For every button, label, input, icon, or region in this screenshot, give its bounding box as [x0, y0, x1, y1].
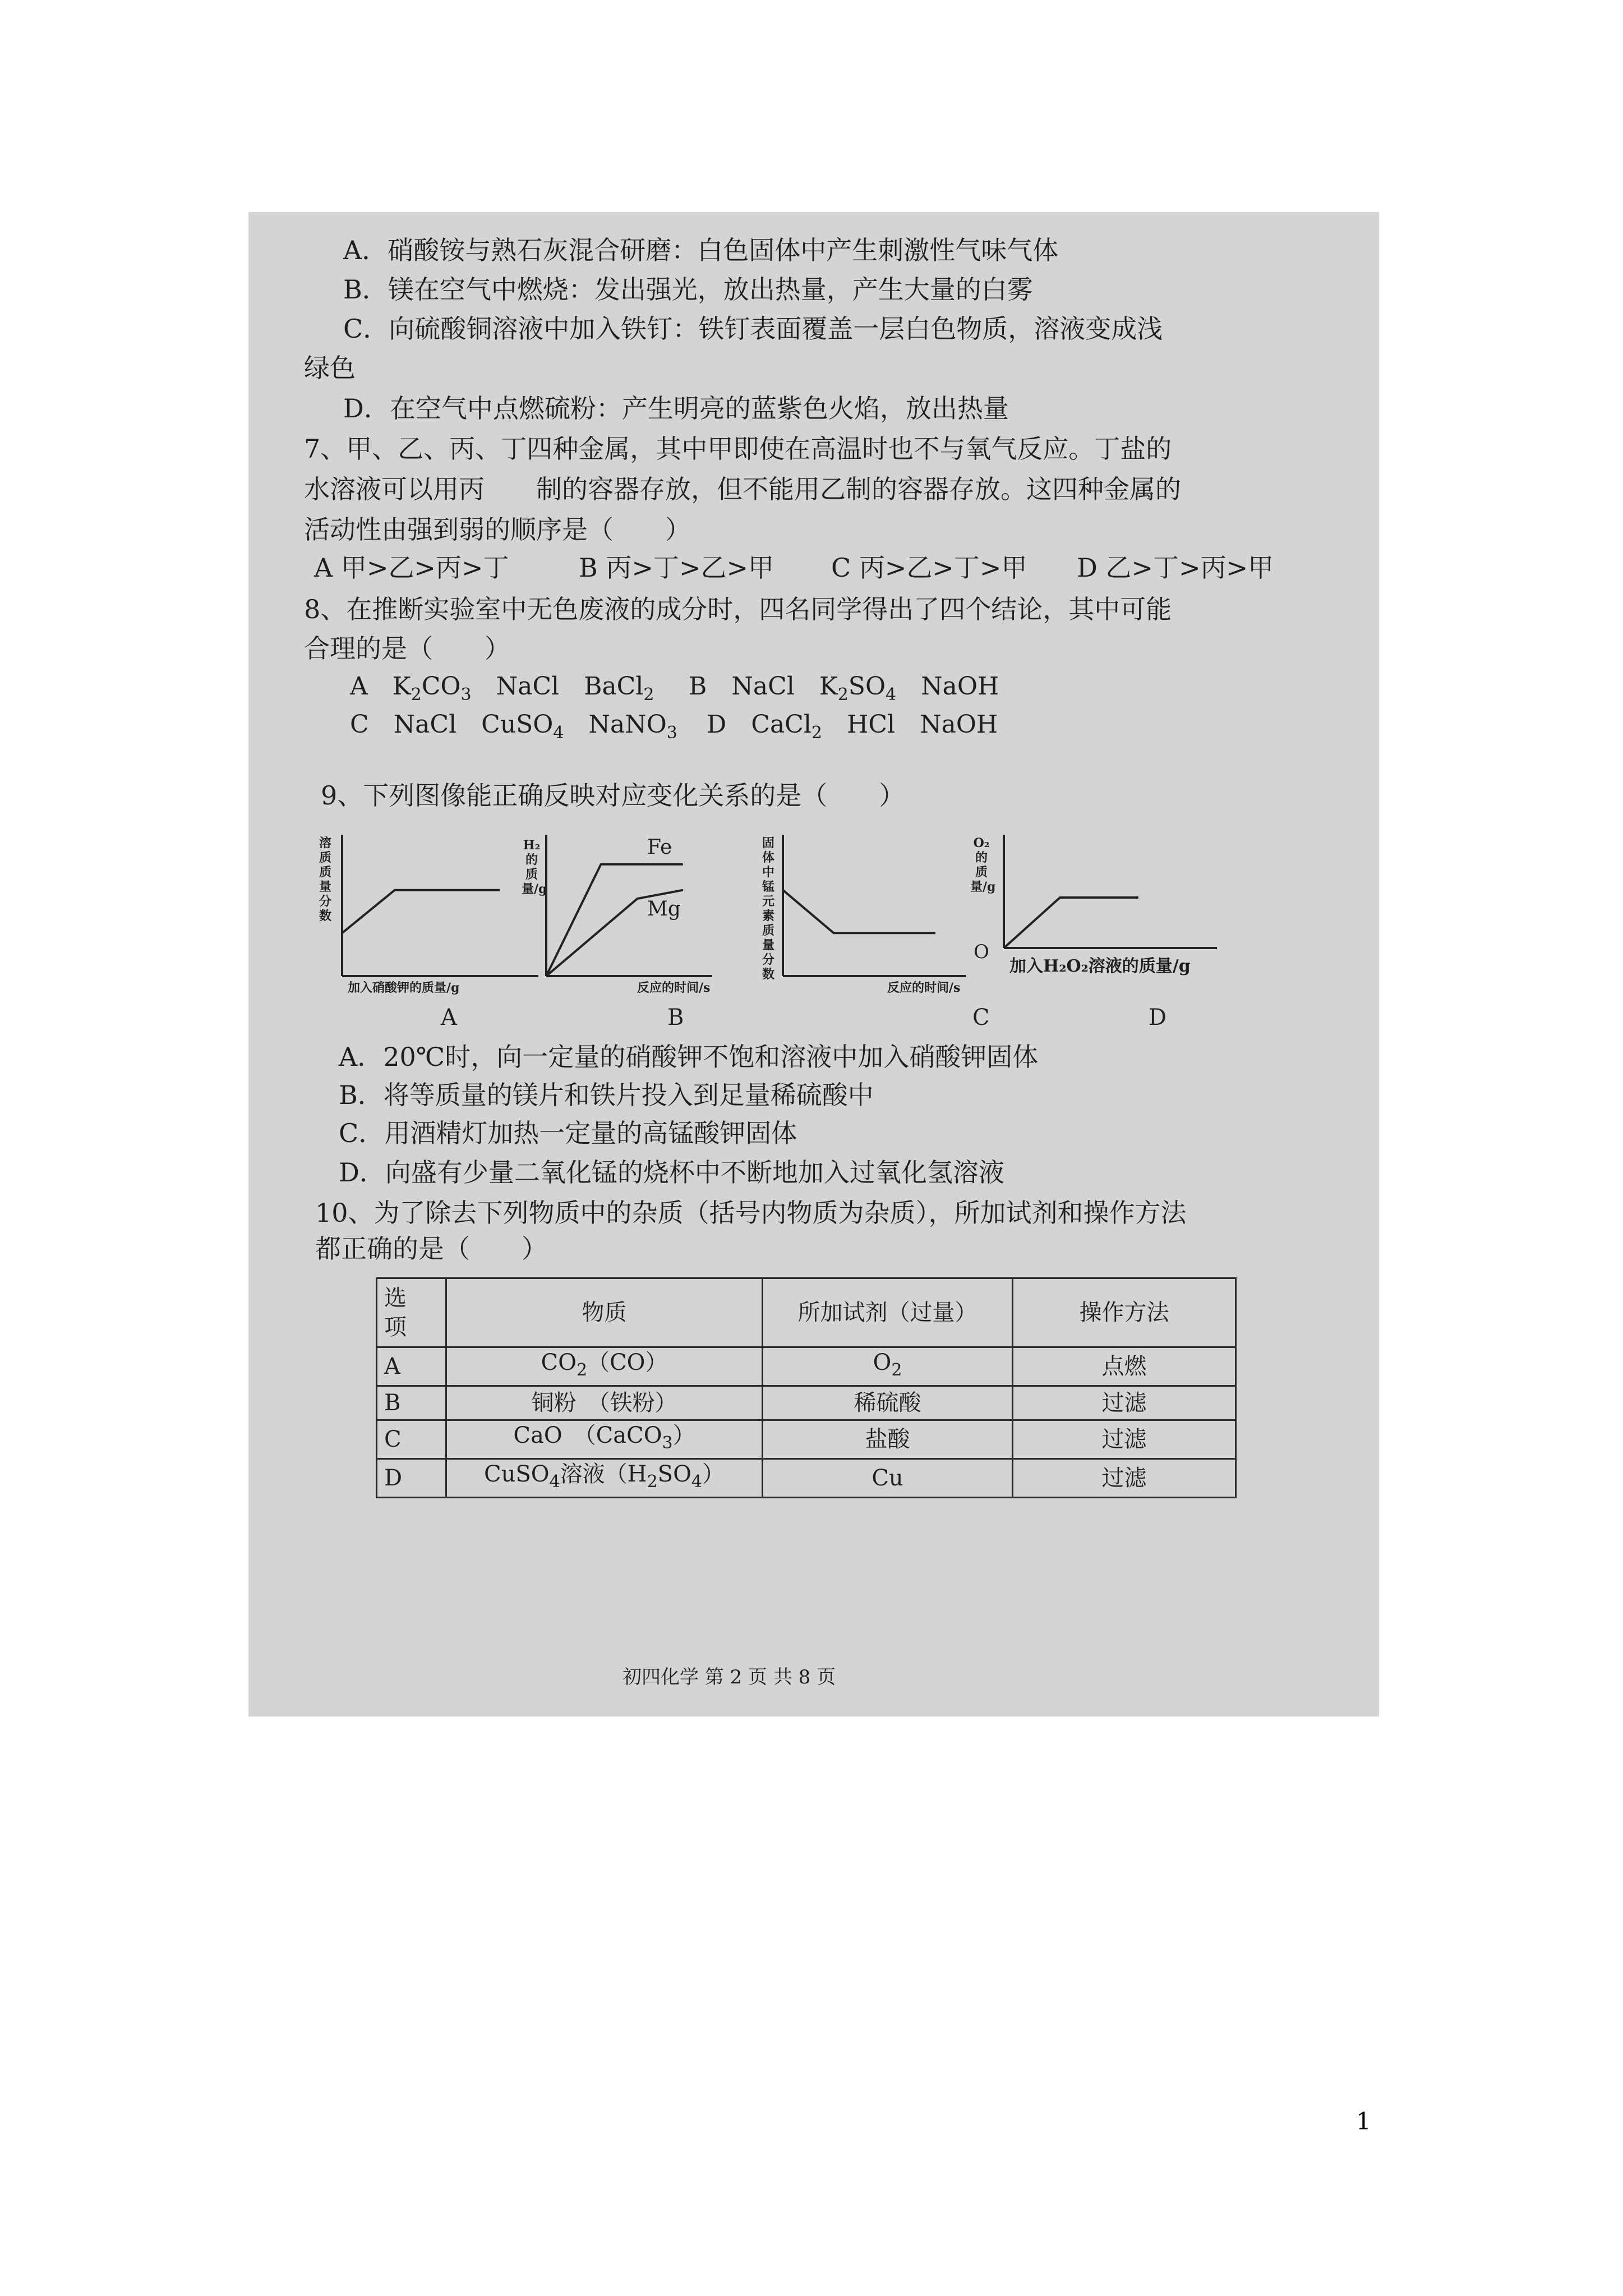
q7-stem-line-1: 7、甲、乙、丙、丁四种金属，其中甲即使在高温时也不与氧气反应。丁盐的	[304, 434, 1172, 464]
q10-stem-line-1: 10、为了除去下列物质中的杂质（括号内物质为杂质），所加试剂和操作方法	[315, 1198, 1187, 1228]
q9-graph-d	[970, 830, 1228, 999]
q9-stem: 9、下列图像能正确反映对应变化关系的是（ ）	[321, 780, 905, 811]
row-substance: 铜粉 （铁粉）	[446, 1386, 763, 1420]
q7-option-d: D 乙>丁>丙>甲	[1077, 553, 1274, 583]
row-option: A	[377, 1347, 446, 1386]
q9-option-c: C．用酒精灯加热一定量的高锰酸钾固体	[339, 1118, 797, 1148]
page-number: 1	[1356, 2108, 1371, 2135]
q6-option-c: C．向硫酸铜溶液中加入铁钉：铁钉表面覆盖一层白色物质，溶液变成浅	[343, 314, 1163, 344]
graph-d-line	[1004, 898, 1138, 948]
q8-stem-line-2: 合理的是（ ）	[304, 633, 510, 664]
q9-option-d: D．向盛有少量二氧化锰的烧杯中不断地加入过氧化氢溶液	[339, 1157, 1004, 1188]
q8-option-b: B NaCl $K_2SO_4$ NaOH	[689, 672, 999, 705]
graph-c-xlabel: 反应的时间/s	[887, 981, 961, 995]
q8-option-d: D CaCl$_2$ HCl NaOH	[707, 710, 998, 743]
table-header-row	[377, 1278, 1236, 1347]
row-method: 过滤	[1013, 1386, 1236, 1420]
row-substance: $CO_2(CO)$	[446, 1347, 763, 1386]
q9-graph-b	[522, 830, 757, 999]
q9-option-a: A．20℃时，向一定量的硝酸钾不饱和溶液中加入硝酸钾固体	[339, 1042, 1039, 1072]
graph-a-ylabel: 溶质质量分数	[319, 836, 331, 923]
row-substance: CuSO$_4$溶液$(H_2SO_4)$	[446, 1459, 763, 1498]
header-substance: 物质	[446, 1278, 763, 1347]
q6-option-d: D．在空气中点燃硫粉：产生明亮的蓝紫色火焰，放出热量	[343, 393, 1009, 424]
q9-graph-c	[758, 830, 994, 999]
q9-option-b: B．将等质量的镁片和铁片投入到足量稀硫酸中	[339, 1080, 874, 1110]
graph-d-letter: D	[1149, 1005, 1167, 1030]
graph-a-line	[342, 890, 500, 933]
q7-stem-line-2: 水溶液可以用丙 制的容器存放，但不能用乙制的容器存放。这四种金属的	[304, 474, 1181, 504]
q7-option-b: B 丙>丁>乙>甲	[579, 553, 774, 583]
q7-option-a: A 甲>乙>丙>丁	[314, 553, 509, 583]
row-substance: CaO （CaCO$_3$）	[446, 1420, 763, 1459]
header-option: 选项	[377, 1278, 446, 1347]
graph-a-letter: A	[441, 1005, 457, 1030]
row-reagent: 稀硫酸	[763, 1386, 1013, 1420]
photo-footer: 初四化学 第 2 页 共 8 页	[623, 1666, 836, 1688]
graph-d-xlabel: 加入H₂O₂溶液的质量/g	[1009, 956, 1191, 976]
row-reagent: 盐酸	[763, 1420, 1013, 1459]
header-reagent: 所加试剂（过量）	[763, 1278, 1013, 1347]
q6-option-c-continued: 绿色	[304, 353, 356, 383]
graph-c-line	[783, 890, 935, 933]
q6-option-a: A．硝酸铵与熟石灰混合研磨：白色固体中产生刺激性气味气体	[343, 235, 1059, 265]
q10-stem-line-2: 都正确的是（ ）	[315, 1234, 547, 1264]
graph-a-xlabel: 加入硝酸钾的质量/g	[348, 981, 460, 995]
row-option: C	[377, 1420, 446, 1459]
graph-a-svg	[314, 830, 550, 999]
q9-graph-a	[314, 830, 550, 999]
graph-c-letter: C	[972, 1005, 990, 1030]
q8-option-c: C NaCl CuSO$_4$ NaNO$_3$	[350, 710, 677, 743]
graph-b-ylabel: H₂的质量/g	[522, 838, 547, 896]
header-method: 操作方法	[1013, 1278, 1236, 1347]
graph-b-xlabel: 反应的时间/s	[637, 981, 711, 995]
q7-stem-line-3: 活动性由强到弱的顺序是（ ）	[304, 514, 691, 545]
row-option: D	[377, 1459, 446, 1498]
graph-b-svg	[522, 830, 757, 999]
graph-b-mg-label: Mg	[647, 898, 681, 921]
row-reagent: $O_2$	[763, 1347, 1013, 1386]
table-row	[377, 1347, 1236, 1386]
table-row	[377, 1386, 1236, 1420]
graph-d-origin: O	[974, 941, 989, 963]
q8-option-a: A $K_2CO_3$ NaCl BaCl$_2$	[350, 672, 654, 705]
row-reagent: Cu	[763, 1459, 1013, 1498]
q6-option-b: B．镁在空气中燃烧：发出强光，放出热量，产生大量的白雾	[343, 274, 1033, 305]
row-method: 过滤	[1013, 1459, 1236, 1498]
graph-c-ylabel: 固体中锰元素质量分数	[762, 836, 774, 982]
graph-b-letter: B	[667, 1005, 684, 1030]
table-row	[377, 1459, 1236, 1498]
graph-d-ylabel: O₂的质量/g	[970, 836, 996, 894]
row-method: 点燃	[1013, 1347, 1236, 1386]
row-method: 过滤	[1013, 1420, 1236, 1459]
graph-b-fe-label: Fe	[647, 836, 672, 859]
q10-options-table	[376, 1277, 1237, 1498]
table-row	[377, 1420, 1236, 1459]
q8-stem-line-1: 8、在推断实验室中无色废液的成分时，四名同学得出了四个结论，其中可能	[304, 594, 1172, 624]
q7-option-c: C 丙>乙>丁>甲	[831, 553, 1027, 583]
row-option: B	[377, 1386, 446, 1420]
graph-c-svg	[758, 830, 994, 999]
